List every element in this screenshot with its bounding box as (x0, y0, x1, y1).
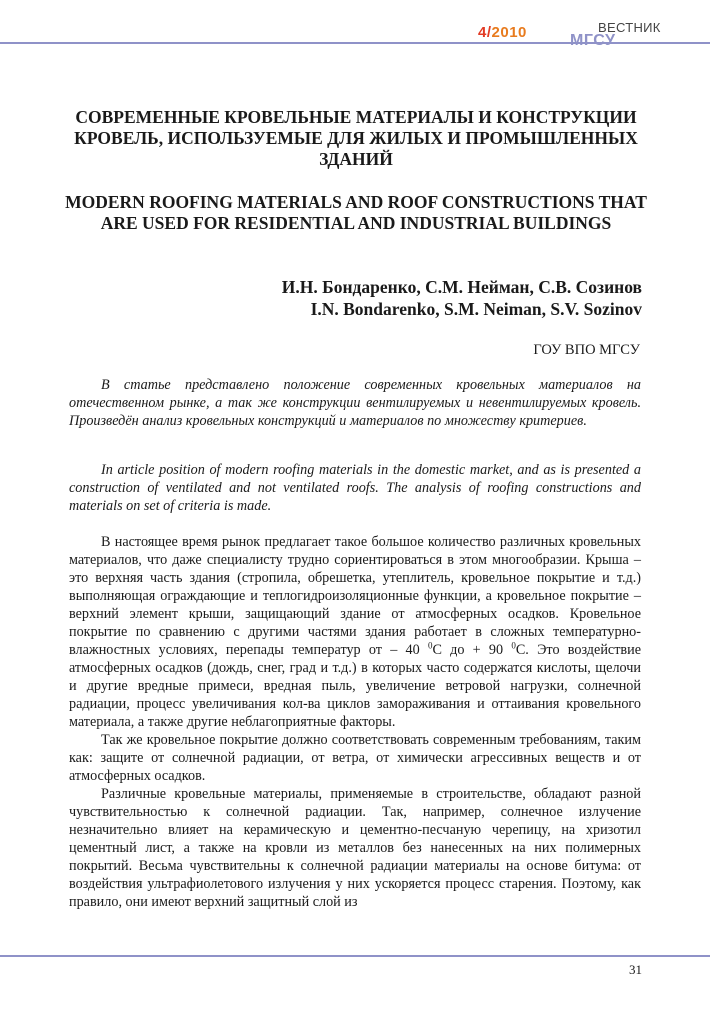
body-paragraph-2: Так же кровельное покрытие должно соответствовать современным требованиям, таким как: защите от солнечной радиации, от ветра, от химически агрессивных веществ и от атмосферных осадков. (69, 732, 641, 784)
issue-year: 2010 (491, 24, 527, 41)
journal-name-top: ВЕСТНИК (598, 20, 661, 35)
authors-english: I.N. Bondarenko, S.M. Neiman, S.V. Sozinov (310, 299, 642, 319)
abstract-russian: В статье представлено положение современных кровельных материалов на отечественном рынке, а так же конструкции вентилируемых и невентилируемых кровель. Произведён анализ кровельных конструкций и материалов по множеству критериев. (69, 377, 641, 429)
title-russian: СОВРЕМЕННЫЕ КРОВЕЛЬНЫЕ МАТЕРИАЛЫ И КОНСТРУКЦИИ КРОВЕЛЬ, ИСПОЛЬЗУЕМЫЕ ДЛЯ ЖИЛЫХ И ПРОМЫШЛЕННЫХ ЗДАНИЙ (74, 107, 638, 169)
title-english: MODERN ROOFING MATERIALS AND ROOF CONSTRUCTIONS THAT ARE USED FOR RESIDENTIAL AND INDUSTRIAL BUILDINGS (65, 192, 647, 233)
body-text (69, 533, 641, 911)
authors-russian: И.Н. Бондаренко, С.М. Нейман, С.В. Созинов (281, 277, 642, 297)
abstract-english: In article position of modern roofing materials in the domestic market, and as is presented a construction of ventilated and not ventilated roofs. The analysis of roofing constructions and materials on set of criteria is made. (69, 462, 641, 514)
journal-brand-logo: МГСУ (570, 32, 616, 49)
degree-sup-2: 0 (511, 640, 516, 651)
degree-sup-1: 0 (427, 640, 433, 651)
body-paragraph-3: Различные кровельные материалы, применяемые в строительстве, обладают разной чувствительностью к солнечной радиации. Так, например, солнечное излучение незначительно влияет на керамическую и цементно-песчаную черепицу, на хризотил цементный лист, а также на кровли из металлов без нанесенных на них полимерных покрытий. Весьма чувствительны к солнечной радиации материалы на основе битума: от воздействия ультрафиолетового излучения у них ускоряется процесс старения. Поэтому, как правило, они имеют верхний защитный слой из (69, 786, 641, 910)
issue-number: 4/ (478, 24, 492, 41)
issue-label (478, 24, 527, 41)
body-paragraph-1: В настоящее время рынок предлагает такое большое количество различных кровельных материалов, что даже специалисту трудно сориентироваться в этом многообразии. Крыша – это верхняя часть здания (стропила, обрешетка, утеплитель, кровельное покрытие и т.д.) выполняющая ограждающие и теплогидроизоляционные функции, а кровельное покрытие – верхний элемент крыши, защищающий здание от атмосферных осадков. Кровельное покрытие по сравнению с другими частями здания работает в сложных температурно-влажностных условиях, перепады температур от – 40 $^0$С до + 90 $^0$С. Это воздействие атмосферных осадков (дождь, снег, град и т.д.) в которых часто содержатся кислоты, щелочи и другие вредные примеси, вредная пыль, увеличение ветровой нагрузки, солнечной радиации, процесс увеличивания кол-ва циклов замораживания и оттаивания кровельного материала, а также другие неблагоприятные факторы. (69, 534, 641, 730)
footer-rule (0, 955, 710, 957)
affiliation: ГОУ ВПО МГСУ (533, 342, 640, 358)
page-number: 31 (629, 962, 642, 977)
